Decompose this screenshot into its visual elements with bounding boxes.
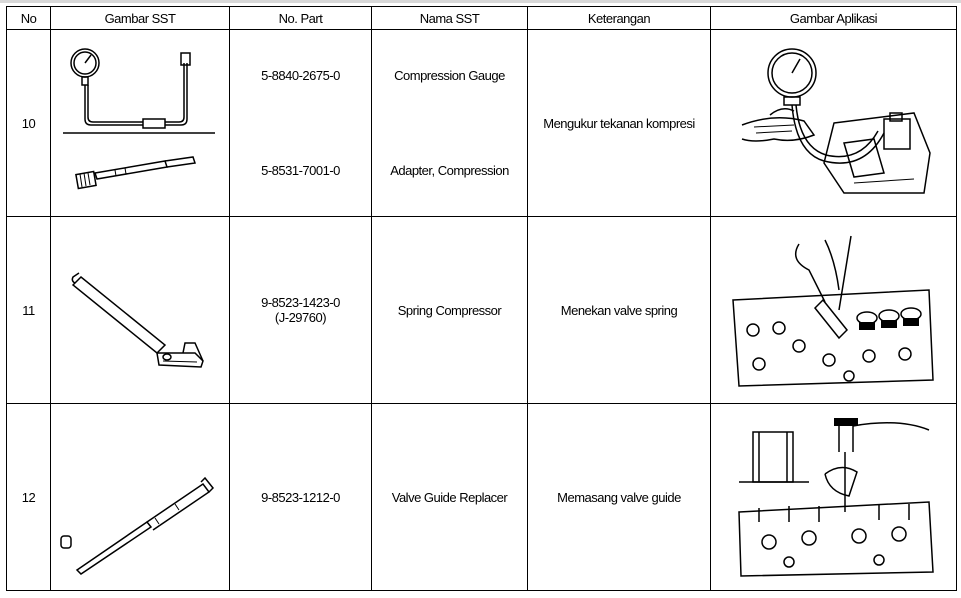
header-gambar-sst: Gambar SST — [51, 7, 230, 30]
compression-gauge-application-illustration — [734, 43, 934, 203]
row-number: 12 — [7, 404, 51, 591]
table-row — [7, 217, 957, 404]
application-image-cell — [711, 217, 957, 404]
tool-image-cell — [51, 30, 230, 217]
table-row — [7, 404, 957, 591]
table-row — [7, 30, 957, 217]
row-number: 11 — [7, 217, 51, 404]
header-row — [7, 7, 957, 30]
application-image-cell — [711, 30, 957, 217]
tool-name: Adapter, Compression — [390, 163, 509, 178]
header-nama-sst: Nama SST — [372, 7, 528, 30]
tool-image-cell — [51, 404, 230, 591]
part-number: 9-8523-1212-0 — [230, 404, 372, 591]
description: Mengukur tekanan kompresi — [528, 30, 711, 217]
row-number: 10 — [7, 30, 51, 217]
application-image-cell — [711, 404, 957, 591]
part-number-cell — [230, 30, 372, 217]
part-number: 9-8523-1423-0 — [261, 295, 340, 310]
part-number: 5-8840-2675-0 — [261, 68, 340, 83]
header-no: No — [7, 7, 51, 30]
description: Memasang valve guide — [528, 404, 711, 591]
description: Menekan valve spring — [528, 217, 711, 404]
tool-name-cell — [372, 30, 528, 217]
spring-compressor-illustration — [55, 225, 225, 395]
tool-name: Valve Guide Replacer — [372, 404, 528, 591]
header-keterangan: Keterangan — [528, 7, 711, 30]
part-number-cell — [230, 217, 372, 404]
spring-compressor-application-illustration — [729, 230, 939, 390]
sst-table — [6, 6, 957, 591]
window-top-edge — [0, 0, 961, 3]
header-gambar-aplikasi: Gambar Aplikasi — [711, 7, 957, 30]
valve-guide-replacer-illustration — [55, 412, 225, 582]
tool-name: Compression Gauge — [394, 68, 505, 83]
part-number: 5-8531-7001-0 — [261, 163, 340, 178]
compression-gauge-illustration — [55, 33, 225, 213]
header-no-part: No. Part — [230, 7, 372, 30]
part-number-alt: (J-29760) — [274, 310, 327, 325]
valve-guide-replacer-application-illustration — [729, 412, 939, 582]
tool-name: Spring Compressor — [372, 217, 528, 404]
tool-image-cell — [51, 217, 230, 404]
